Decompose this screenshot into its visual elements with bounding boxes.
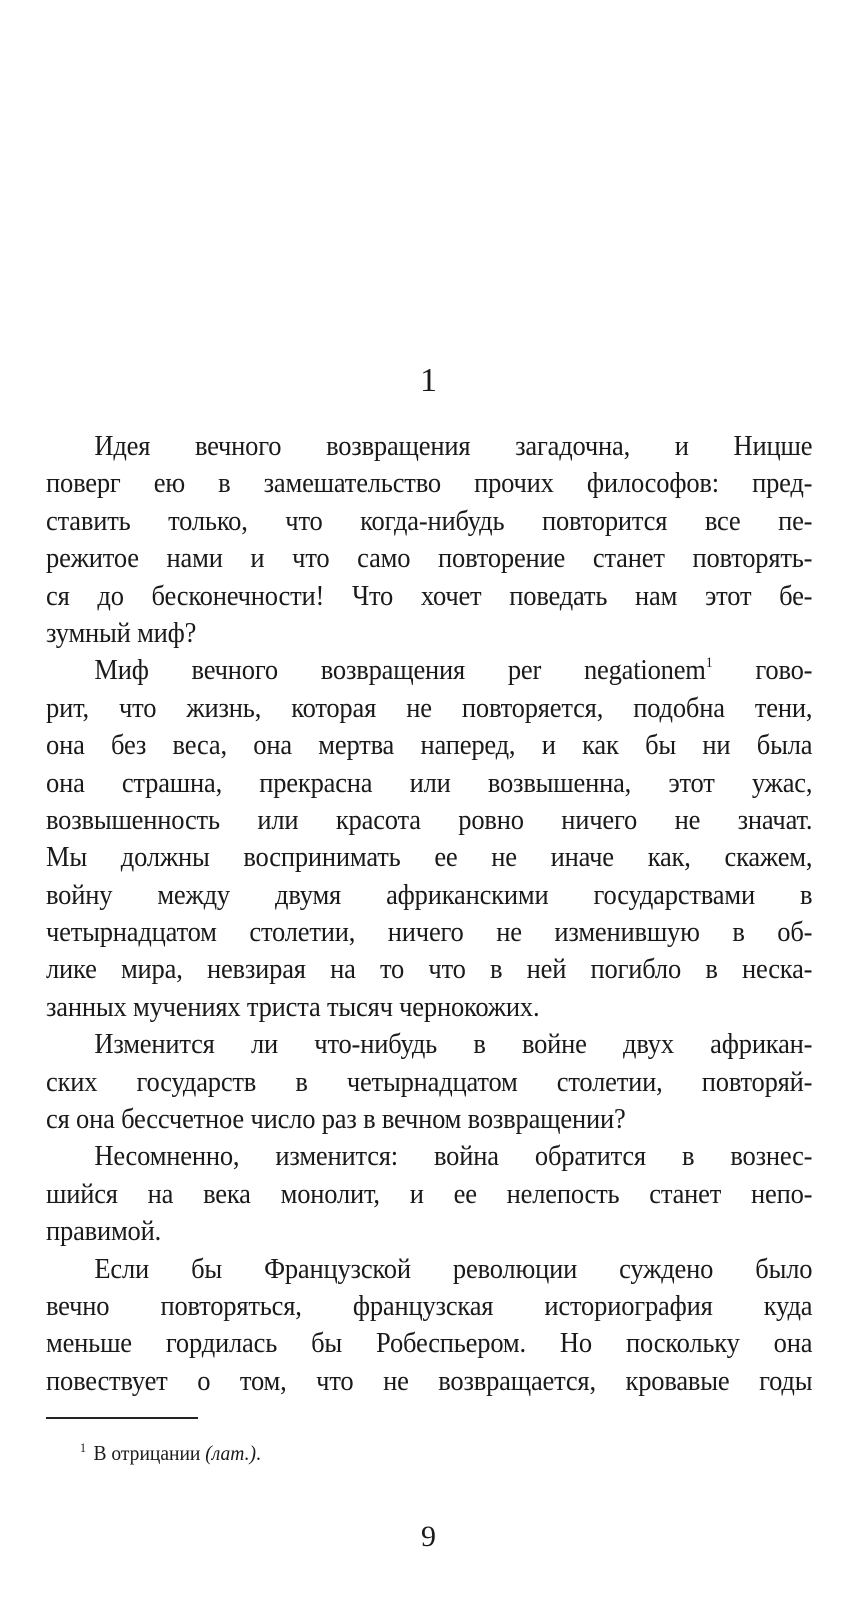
text-line (46, 1176, 812, 1213)
text-line (46, 465, 812, 502)
line-text: режитое нами и что само повторение станет повторять- (46, 543, 813, 575)
text-line (46, 727, 812, 764)
line-text: она страшна, прекрасна или возвышенна, этот ужас, (46, 767, 813, 799)
line-text: Если бы Французской революции суждено было (94, 1253, 813, 1285)
text-line (46, 802, 812, 839)
footnote-italic: (лат.) (205, 1441, 257, 1465)
text-line (46, 578, 812, 615)
line-text: зумный миф? (46, 617, 197, 649)
line-text: правимой. (46, 1216, 162, 1248)
text-line (46, 1363, 812, 1400)
text-line (46, 1213, 812, 1250)
paragraph (46, 1026, 812, 1138)
line-text: занных мучениях триста тысяч чернокожих. (46, 991, 540, 1023)
paragraph (46, 1138, 812, 1250)
footnote-text: В отрицании (93, 1441, 206, 1465)
footnote (80, 1440, 261, 1466)
line-text: войну между двумя африканскими государствами в (46, 879, 813, 911)
paragraph (46, 428, 812, 652)
footnote-divider (46, 1417, 198, 1419)
line-text: Идея вечного возвращения загадочна, и Ницше (94, 431, 813, 462)
line-text-tail: гово- (712, 655, 813, 687)
text-line (46, 540, 812, 577)
text-line (46, 503, 812, 540)
text-line (46, 428, 812, 465)
text-line (46, 989, 812, 1026)
text-line (46, 1251, 812, 1288)
text-line (46, 1026, 812, 1063)
text-line (46, 1064, 812, 1101)
text-line (46, 652, 812, 689)
line-text: ставить только, что когда-нибудь повторится все пе- (46, 505, 813, 537)
text-line (46, 1288, 812, 1325)
line-text: возвышенность или красота ровно ничего не значат. (46, 804, 813, 836)
text-line (46, 690, 812, 727)
line-text: Мы должны воспринимать ее не иначе как, скажем, (46, 842, 813, 874)
line-text: повествует о том, что не возвращается, кровавые годы (46, 1365, 813, 1397)
footnote-reference[interactable]: 1 (705, 655, 713, 672)
footnote-end: . (256, 1441, 261, 1465)
body-text (46, 428, 812, 1400)
line-text: она без веса, она мертва наперед, и как бы ни была (46, 730, 813, 762)
text-line (46, 951, 812, 988)
line-text: меньше гордилась бы Робеспьером. Но поскольку она (46, 1328, 813, 1360)
text-line (46, 615, 812, 652)
line-text: ся до бесконечности! Что хочет поведать нам этот бе- (46, 580, 813, 612)
text-line (46, 1138, 812, 1175)
line-text: ских государств в четырнадцатом столетии, повторяй- (46, 1066, 813, 1098)
line-text: поверг ею в замешательство прочих философов: пред- (46, 468, 813, 500)
footnote-marker: 1 (80, 1440, 87, 1455)
line-text: четырнадцатом столетии, ничего не изменившую в об- (46, 917, 813, 949)
line-text: Миф вечного возвращения per negationem (94, 655, 706, 687)
line-text: Несомненно, изменится: война обратится в вознес- (94, 1141, 813, 1173)
paragraph (46, 1251, 812, 1401)
paragraph (46, 652, 812, 1026)
text-line (46, 914, 812, 951)
text-line (46, 1325, 812, 1362)
line-text: Изменится ли что-нибудь в войне двух африкан- (94, 1029, 813, 1061)
line-text: ся она бессчетное число раз в вечном возвращении? (46, 1104, 626, 1136)
text-line (46, 765, 812, 802)
line-text: рит, что жизнь, которая не повторяется, подобна тени, (46, 692, 813, 724)
line-text: шийся на века монолит, и ее нелепость станет непо- (46, 1178, 813, 1210)
text-line (46, 839, 812, 876)
line-text: вечно повторяться, французская историография куда (46, 1290, 813, 1322)
text-line (46, 1101, 812, 1138)
line-text: лике мира, невзирая на то что в ней погибло в неска- (46, 954, 813, 986)
page-number: 9 (421, 1520, 436, 1553)
chapter-number: 1 (420, 362, 437, 399)
text-line (46, 877, 812, 914)
